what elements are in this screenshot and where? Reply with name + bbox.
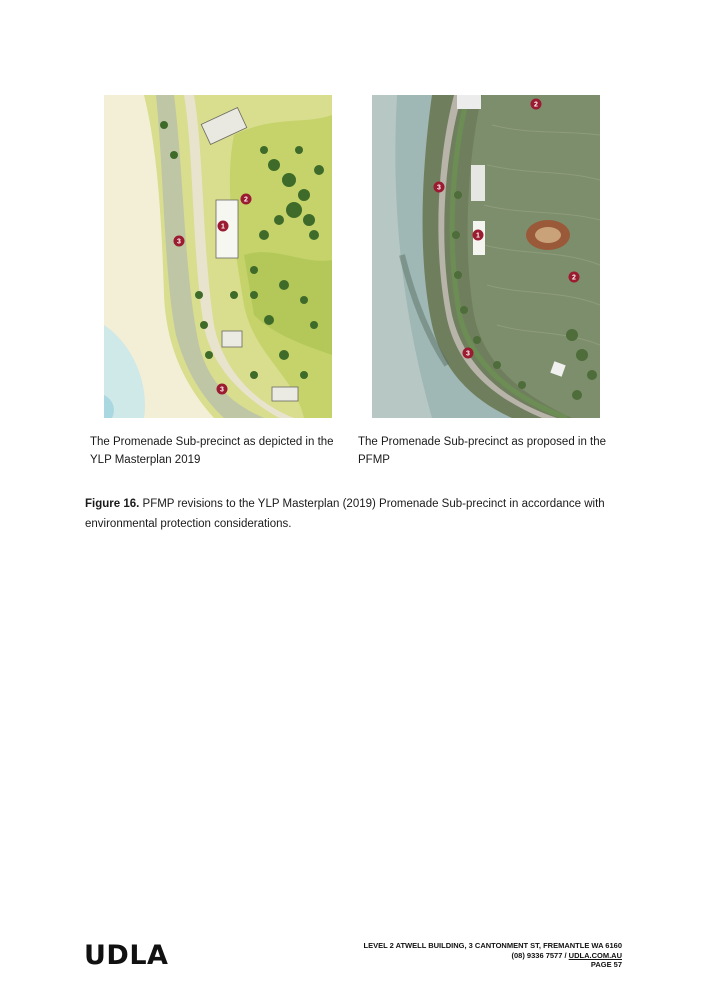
page-footer bbox=[364, 941, 623, 970]
marker-label: 2 bbox=[572, 274, 576, 282]
page-number: PAGE 57 bbox=[590, 960, 622, 969]
marker-label: 3 bbox=[177, 238, 181, 246]
marker-label: 3 bbox=[220, 386, 224, 394]
marker-label: 3 bbox=[466, 350, 470, 358]
caption-pfmp: The Promenade Sub-precinct as proposed in the PFMP bbox=[358, 436, 607, 466]
marker-label: 3 bbox=[437, 184, 441, 192]
marker-label: 1 bbox=[476, 232, 480, 240]
caption-masterplan: The Promenade Sub-precinct as depicted in the YLP Masterplan 2019 bbox=[90, 436, 334, 466]
marker-label: 2 bbox=[534, 101, 538, 109]
footer-website-link[interactable]: UDLA.COM.AU bbox=[568, 950, 622, 960]
footer-phone: (08) 9336 7577 bbox=[511, 950, 563, 960]
pfmp-proposal-image bbox=[372, 95, 600, 418]
marker-label: 2 bbox=[244, 196, 248, 204]
footer-separator: / bbox=[564, 950, 567, 960]
footer-address: LEVEL 2 ATWELL BUILDING, 3 CANTONMENT ST, FREMANTLE WA 6160 bbox=[363, 941, 622, 950]
figure-caption bbox=[85, 494, 625, 534]
figure-text: PFMP revisions to the YLP Masterplan (2019) Promenade Sub-precinct in accordance with environmental protection considerations. bbox=[85, 498, 605, 530]
marker-label: 1 bbox=[221, 223, 225, 231]
udla-logo: UDLA bbox=[84, 940, 169, 971]
figure-label: Figure 16. bbox=[85, 498, 140, 510]
masterplan-2019-image bbox=[104, 95, 332, 418]
footer-contact bbox=[364, 951, 623, 961]
